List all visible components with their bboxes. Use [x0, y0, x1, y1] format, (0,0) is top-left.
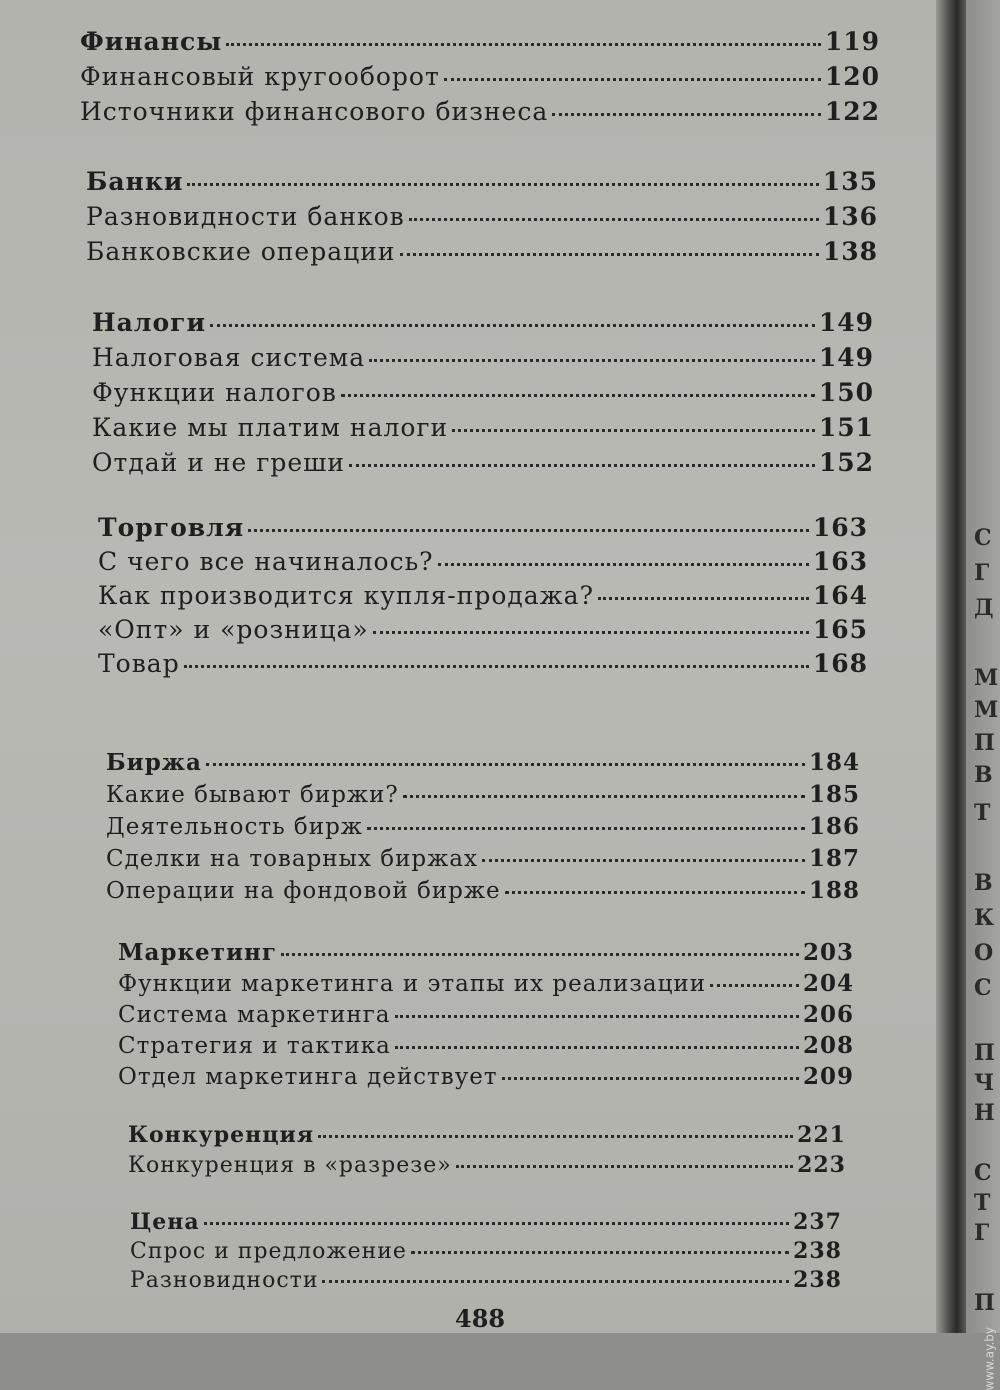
dot-leader	[400, 253, 819, 256]
dot-leader	[552, 113, 821, 116]
toc-entry	[86, 234, 878, 269]
toc-chapter-title	[80, 24, 880, 59]
toc-page-number: 163	[812, 513, 868, 542]
toc-entry-label: «Опт» и «розница»	[98, 615, 369, 644]
toc-entry	[92, 445, 874, 480]
facing-page-letter: Т	[974, 1190, 991, 1216]
toc-page-number: 119	[824, 27, 880, 56]
facing-page-letter: К	[974, 905, 995, 931]
toc-page-number: 221	[797, 1122, 846, 1148]
toc-entry	[106, 875, 860, 907]
dot-leader	[403, 795, 805, 798]
dot-leader	[395, 1046, 799, 1049]
toc-page-number: 149	[818, 343, 874, 372]
toc-entry-label: Биржа	[106, 749, 202, 776]
dot-leader	[373, 631, 809, 634]
toc-entry	[128, 1150, 846, 1180]
facing-page-letter: Т	[974, 800, 991, 826]
dot-leader	[444, 78, 821, 81]
toc-chapter-title	[98, 511, 868, 545]
toc-entry-label: Сделки на товарных биржах	[106, 846, 478, 872]
toc-section	[130, 1208, 842, 1295]
toc-entry-label: Налоговая система	[92, 343, 366, 372]
toc-entry	[118, 968, 854, 999]
toc-section	[98, 511, 868, 681]
toc-entry-label: Финансовый кругооборот	[80, 62, 440, 91]
toc-section	[106, 747, 860, 907]
toc-entry-label: Разновидности банков	[86, 202, 405, 231]
dot-leader	[411, 1251, 789, 1254]
toc-page-number: 163	[812, 547, 868, 576]
dot-leader	[206, 763, 805, 766]
dot-leader	[341, 394, 815, 397]
toc-chapter-title	[130, 1208, 842, 1237]
toc-page-number: 135	[822, 167, 878, 196]
toc-entry	[118, 999, 854, 1030]
toc-entry	[92, 410, 874, 445]
toc-page-number: 186	[808, 813, 860, 840]
facing-page-letter: С	[974, 975, 992, 1001]
toc-entry-label: Какие бывают биржи?	[106, 782, 399, 808]
toc-entry-label: Отдел маркетинга действует	[118, 1064, 498, 1090]
facing-page-letter: С	[974, 525, 992, 551]
dot-leader	[210, 324, 815, 327]
toc-chapter-title	[86, 164, 878, 199]
dot-leader	[452, 429, 815, 432]
toc-entry	[98, 647, 868, 681]
dot-leader	[204, 1222, 789, 1225]
toc-page-number: 187	[808, 845, 860, 872]
toc-entry-label: Конкуренция	[128, 1122, 315, 1148]
dot-leader	[187, 183, 818, 186]
toc-entry-label: Операции на фондовой бирже	[106, 878, 501, 904]
facing-page-letter: В	[974, 762, 993, 788]
page-number: 488	[455, 1304, 506, 1333]
toc-entry	[106, 779, 860, 811]
dot-leader	[409, 218, 819, 221]
toc-page-number: 164	[812, 581, 868, 610]
dot-leader	[505, 891, 805, 894]
toc-entry-label: Финансы	[80, 27, 223, 56]
toc-page-number: 238	[793, 1267, 842, 1293]
toc-page-number: 206	[802, 1001, 854, 1028]
dot-leader	[322, 1280, 789, 1283]
toc-entry-label: Деятельность бирж	[106, 814, 363, 840]
toc-section	[128, 1120, 846, 1180]
toc-entry-label: Система маркетинга	[118, 1002, 391, 1028]
toc-entry-label: Разновидности	[130, 1268, 319, 1293]
toc-page-number: 165	[812, 615, 868, 644]
toc-entry	[130, 1266, 842, 1295]
toc-entry-label: Спрос и предложение	[130, 1239, 407, 1264]
toc-entry-label: Функции налогов	[92, 378, 337, 407]
toc-entry	[98, 613, 868, 647]
facing-page-letter: М	[974, 697, 999, 723]
toc-entry	[92, 340, 874, 375]
toc-entry	[118, 1030, 854, 1061]
dot-leader	[598, 597, 809, 600]
facing-page-letter: О	[974, 940, 994, 966]
dot-leader	[367, 827, 805, 830]
facing-page-letter: П	[974, 1290, 995, 1316]
toc-page-number: 136	[822, 202, 878, 231]
toc-chapter-title	[106, 747, 860, 779]
dot-leader	[482, 859, 805, 862]
toc-entry	[118, 1061, 854, 1092]
toc-entry	[106, 843, 860, 875]
toc-entry-label: Отдай и не греши	[92, 448, 346, 477]
toc-page-number: 184	[808, 749, 860, 776]
facing-page-letter: П	[974, 730, 995, 756]
toc-entry-label: Банки	[86, 167, 184, 196]
toc-page-number: 138	[822, 237, 878, 266]
toc-page-number: 151	[818, 413, 874, 442]
toc-entry	[130, 1237, 842, 1266]
toc-entry-label: Источники финансового бизнеса	[80, 97, 549, 126]
toc-entry	[106, 811, 860, 843]
facing-page-letter: Н	[974, 1100, 995, 1126]
toc-page-number: 152	[818, 448, 874, 477]
toc-page-number: 208	[802, 1032, 854, 1059]
dot-leader	[248, 529, 809, 532]
toc-page-number: 185	[808, 781, 860, 808]
toc-page-number: 168	[812, 649, 868, 678]
toc-entry-label: Товар	[98, 649, 180, 678]
toc-entry-label: Функции маркетинга и этапы их реализации	[118, 971, 707, 997]
facing-page-letter: В	[974, 870, 993, 896]
toc-page-number: 122	[824, 97, 880, 126]
toc-page-number: 238	[793, 1238, 842, 1264]
facing-page-letter: М	[974, 665, 999, 691]
toc-entry-label: Конкуренция в «разрезе»	[128, 1153, 452, 1178]
facing-page-letter: П	[974, 1040, 995, 1066]
toc-page-number: 149	[818, 308, 874, 337]
toc-entry-label: С чего все начиналось?	[98, 547, 434, 576]
toc-chapter-title	[92, 305, 874, 340]
dot-leader	[281, 953, 799, 956]
toc-entry-label: Маркетинг	[118, 939, 277, 966]
toc-page-number: 237	[793, 1209, 842, 1235]
dot-leader	[395, 1015, 799, 1018]
toc-page-number: 204	[802, 970, 854, 997]
toc-page-number: 203	[802, 939, 854, 966]
toc-entry	[80, 59, 880, 94]
toc-entry-label: Торговля	[98, 513, 245, 542]
toc-chapter-title	[128, 1120, 846, 1150]
facing-page-letter: Г	[974, 560, 990, 586]
facing-page-letter: Г	[974, 1220, 990, 1246]
toc-section	[86, 164, 878, 269]
toc-entry-label: Банковские операции	[86, 237, 396, 266]
dot-leader	[456, 1165, 793, 1168]
watermark: www.ay.by	[982, 1327, 996, 1390]
toc-entry	[98, 545, 868, 579]
toc-page-number: 120	[824, 62, 880, 91]
dot-leader	[710, 984, 799, 987]
dot-leader	[184, 665, 809, 668]
toc-entry-label: Какие мы платим налоги	[92, 413, 449, 442]
dot-leader	[318, 1135, 793, 1138]
dot-leader	[369, 359, 815, 362]
facing-page-letter: Ч	[974, 1070, 995, 1096]
facing-page-letter: С	[974, 1160, 992, 1186]
toc-entry	[86, 199, 878, 234]
toc-entry-label: Налоги	[92, 308, 206, 337]
dot-leader	[502, 1077, 799, 1080]
facing-page-letter: Д	[974, 595, 994, 621]
toc-page-number: 209	[802, 1063, 854, 1090]
toc-entry	[92, 375, 874, 410]
toc-entry	[80, 94, 880, 129]
toc-entry-label: Как производится купля-продажа?	[98, 581, 594, 610]
toc-section	[92, 305, 874, 480]
toc-entry-label: Стратегия и тактика	[118, 1033, 391, 1059]
toc-page-number: 150	[818, 378, 874, 407]
toc-page-number: 188	[808, 877, 860, 904]
toc-section	[80, 24, 880, 129]
dot-leader	[438, 563, 809, 566]
dot-leader	[349, 464, 815, 467]
toc-entry	[98, 579, 868, 613]
toc-section	[118, 937, 854, 1092]
toc-page-number: 223	[797, 1152, 846, 1178]
dot-leader	[226, 43, 820, 46]
toc-entry-label: Цена	[130, 1209, 200, 1235]
facing-page	[966, 0, 1000, 1333]
toc-chapter-title	[118, 937, 854, 968]
